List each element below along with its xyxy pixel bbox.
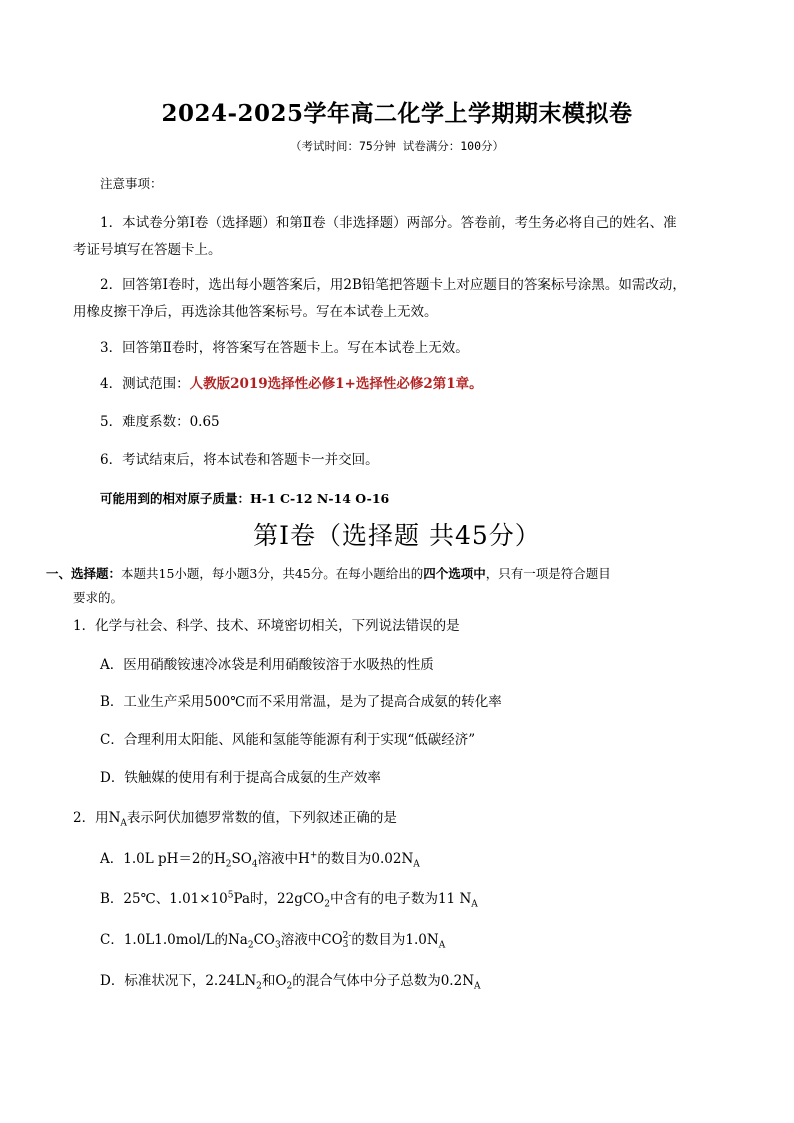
q2c-part: 的数目为1.0N xyxy=(351,932,439,948)
section-intro-line2: 要求的。 xyxy=(73,590,124,605)
notice-item-4 xyxy=(73,371,733,398)
q2b-part: 中含有的电子数为11 N xyxy=(329,891,472,907)
q2d-part: D．标准状况下，2.24LN xyxy=(100,973,257,989)
section-intro-label: 一、选择题： xyxy=(46,566,122,581)
q2-stem-sub: A xyxy=(120,818,127,829)
q2c-sub: A xyxy=(438,940,446,951)
q2b-sup: 5 xyxy=(227,890,234,901)
q2c-sub: 3 xyxy=(342,939,349,950)
notice-item-6 xyxy=(73,447,733,474)
notice-item-5 xyxy=(73,409,733,436)
q2d-part: 的混合气体中分子总数为0.2N xyxy=(292,973,475,989)
q2c-sup: 2- xyxy=(342,930,352,941)
question-2-option-d xyxy=(100,969,481,992)
difficulty-coefficient: 5．难度系数：0.65 xyxy=(100,414,220,430)
section-intro-emphasis: 四个选项中 xyxy=(423,566,486,581)
q2a-part: A．1.0L pH＝2的H xyxy=(100,851,226,867)
section-intro-text: 本题共15小题，每小题3分，共45分。在每小题给出的 xyxy=(121,566,424,581)
test-scope: 人教版2019选择性必修1+选择性必修2第1章。 xyxy=(189,376,483,392)
q2d-sub: A xyxy=(474,981,481,992)
question-1-option-d: D．铁触媒的使用有利于提高合成氨的生产效率 xyxy=(100,770,381,786)
question-1-option-c: C．合理利用太阳能、风能和氢能等能源有利于实现“低碳经济” xyxy=(100,732,476,748)
section-intro xyxy=(46,562,736,610)
notice-item-2 xyxy=(73,272,733,326)
q2-stem-start: 2．用N xyxy=(73,810,121,826)
q2a-part: 溶液中H xyxy=(257,851,310,867)
question-2-option-a xyxy=(100,847,420,870)
q2a-sub: 4 xyxy=(251,859,258,870)
question-1-option-a: A．医用硝酸铵速冷冰袋是利用硝酸铵溶于水吸热的性质 xyxy=(100,657,434,673)
notice-heading: 注意事项： xyxy=(100,176,163,191)
section-title: 第Ⅰ卷（选择题 共45分） xyxy=(253,521,541,550)
q2b-part: B．25℃、1.01×10 xyxy=(100,891,228,907)
notice-item-3-text: 3．回答第Ⅱ卷时，将答案写在答题卡上。写在本试卷上无效。 xyxy=(100,340,469,356)
q2a-sub: A xyxy=(413,859,420,870)
q2d-sub: 2 xyxy=(286,981,293,992)
notice-item-1 xyxy=(73,210,733,264)
exam-title: 2024-2025学年高二化学上学期期末模拟卷 xyxy=(161,100,633,127)
q2c-sub: 3 xyxy=(275,940,281,951)
atomic-masses-text: 可能用到的相对原子质量：H-1 C-12 N-14 O-16 xyxy=(100,491,390,506)
section-intro-line1 xyxy=(46,562,736,586)
notice-item-2-line2: 用橡皮擦干净后，再选涂其他答案标号。写在本试卷上无效。 xyxy=(73,304,438,320)
q2c-part: 溶液中CO xyxy=(280,932,343,948)
notice-item-4-prefix: 4．测试范围： xyxy=(100,376,190,392)
notice-item-3 xyxy=(73,335,733,362)
q2a-part: SO xyxy=(231,851,252,867)
notice-item-6-text: 6．考试结束后，将本试卷和答题卡一并交回。 xyxy=(100,452,379,468)
q2-stem-end: 表示阿伏加德罗常数的值，下列叙述正确的是 xyxy=(126,810,397,826)
question-2-option-b xyxy=(100,887,478,910)
question-2-stem xyxy=(73,806,397,829)
q2c-part: C．1.0L1.0mol/L的Na xyxy=(100,932,248,948)
q2d-part: 和O xyxy=(261,973,287,989)
atomic-masses-line xyxy=(73,485,733,512)
section-intro-text-end: ，只有一项是符合题目 xyxy=(485,566,611,581)
notice-item-4-text xyxy=(73,371,733,398)
exam-subtitle: （考试时间：75分钟 试卷满分：100分） xyxy=(289,139,505,153)
q2b-part: Pa时，22gCO xyxy=(233,891,325,907)
q2c-sub: 2 xyxy=(247,940,254,951)
q2a-sub: 2 xyxy=(225,859,232,870)
notice-item-1-line1: 1．本试卷分第Ⅰ卷（选择题）和第Ⅱ卷（非选择题）两部分。答卷前，考生务必将自己的姓名、准 xyxy=(100,215,677,231)
question-1-stem: 1．化学与社会、科学、技术、环境密切相关，下列说法错误的是 xyxy=(73,618,460,634)
question-2-option-c xyxy=(100,928,445,951)
q2c-part: CO xyxy=(253,932,275,948)
notice-item-1-line2: 考证号填写在答题卡上。 xyxy=(73,242,222,258)
q2b-sub: A xyxy=(471,899,478,910)
q2d-sub: 2 xyxy=(256,981,262,992)
q2b-sub: 2 xyxy=(324,899,330,910)
q2a-part: 的数目为0.02N xyxy=(317,851,414,867)
question-1-option-b: B．工业生产采用500℃而不采用常温，是为了提高合成氨的转化率 xyxy=(100,694,502,710)
q2a-sup: + xyxy=(309,850,318,861)
notice-item-2-line1: 2．回答第Ⅰ卷时，选出每小题答案后，用2B铅笔把答题卡上对应题目的答案标号涂黑。如需改动， xyxy=(100,277,686,293)
